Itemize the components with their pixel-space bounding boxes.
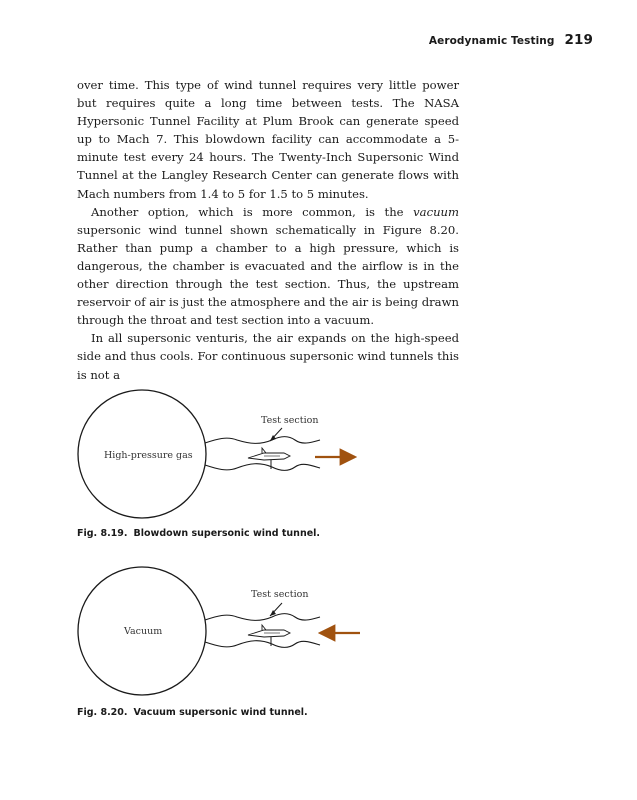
page-number: 219 [564,32,593,48]
paragraph-2-emphasis: vacuum [413,204,459,219]
running-header [429,32,593,48]
caption-number: Fig. 8.20. [77,707,128,718]
chamber-label: High-pressure gas [104,450,193,461]
venturi-upper-wall [205,614,320,621]
venturi-lower-wall [205,464,320,471]
blowdown-tunnel-diagram [0,385,637,505]
venturi-lower-wall [205,641,320,648]
test-section-label: Test section [261,415,319,426]
body-text [77,76,459,384]
figure-vacuum-tunnel [0,565,637,695]
venturi-upper-wall [205,437,320,444]
figure-caption [77,707,308,718]
caption-number: Fig. 8.19. [77,528,128,539]
chamber-label: Vacuum [124,626,163,637]
caption-text: Vacuum supersonic wind tunnel. [133,707,308,718]
paragraph-2-start: Another option, which is more common, is the [91,204,414,219]
paragraph-2 [77,203,459,330]
paragraph-2-end: supersonic wind tunnel shown schematically in Figure 8.20. Rather than pump a chamber to a high pressure, which is dangerous, the chamber is evacuated and the airflow is in the other direction through the test section. Thus, the upstream reservoir of air is just the atmosphere and the air is being drawn through the throat and test section into a vacuum. [77,222,459,328]
paragraph-1: over time. This type of wind tunnel requires very little power but requires quite a long time between tests. The NASA Hypersonic Tunnel Facility at Plum Brook can generate speed up to Mach 7. This blowdown facility can accommodate a 5-minute test every 24 hours. The Twenty-Inch Supersonic Wind Tunnel at the Langley Research Center can generate flows with Mach numbers from 1.4 to 5 for 1.5 to 5 minutes. [77,78,459,201]
caption-text: Blowdown supersonic wind tunnel. [133,528,321,539]
paragraph-3: In all supersonic venturis, the air expands on the high-speed side and thus cools. For continuous supersonic wind tunnels this is not a [77,331,459,382]
figure-blowdown-tunnel [0,385,637,505]
running-title: Aerodynamic Testing [428,35,555,47]
figure-caption [77,528,320,539]
test-section-label: Test section [251,589,309,600]
vacuum-tunnel-diagram [0,565,637,695]
